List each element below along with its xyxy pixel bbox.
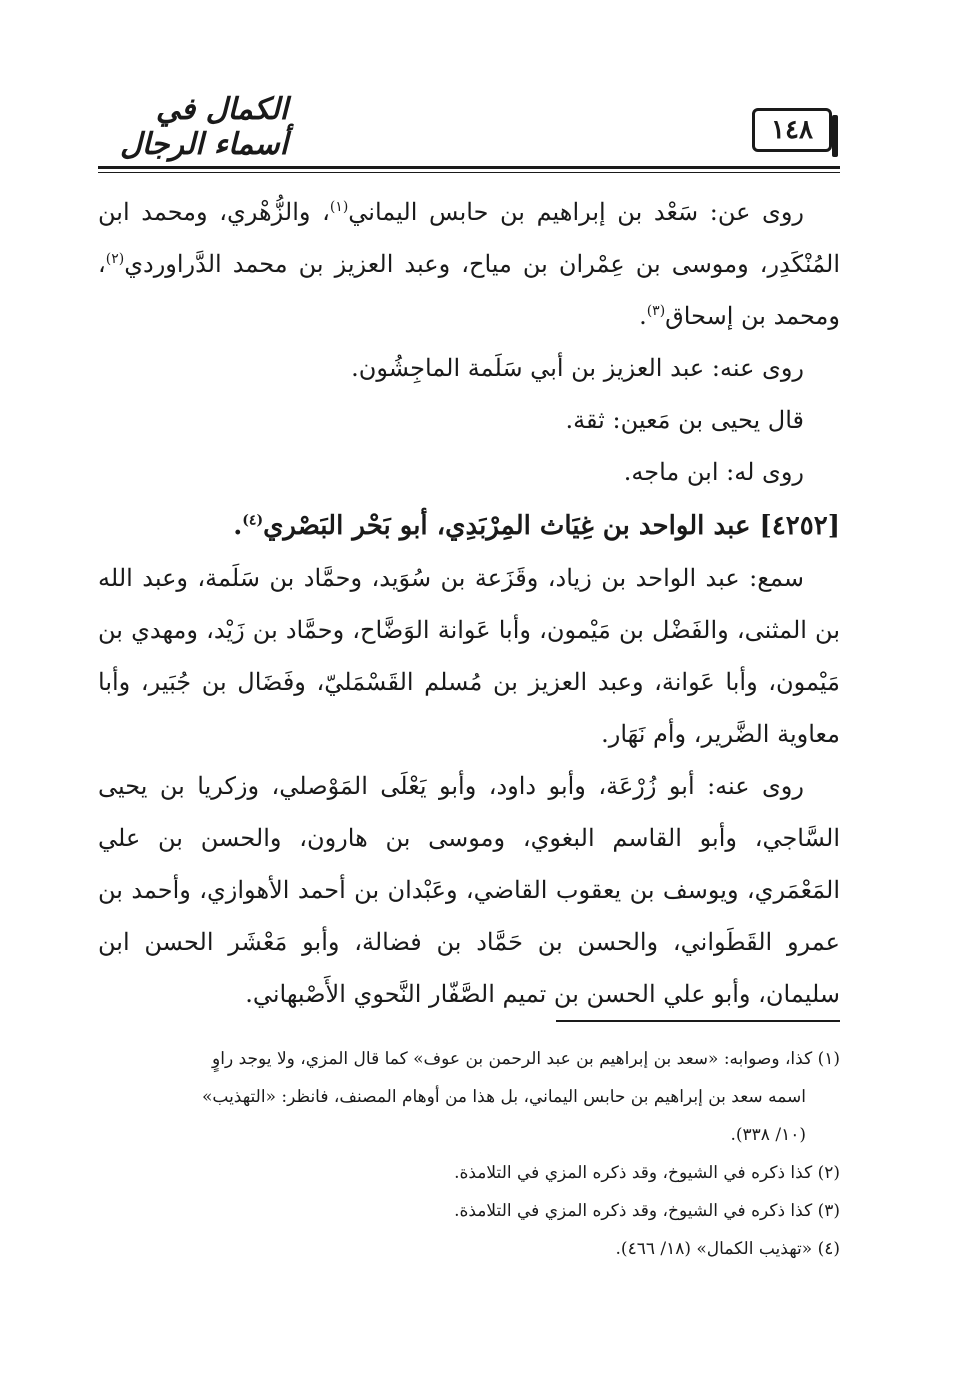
running-title: الكمال في أسماء الرجال [119,92,288,162]
header-rule-thin [98,172,840,173]
footnote-3: (٣) كذا ذكره في الشيوخ، وقد ذكره المزي في التلامذة. [454,1201,840,1221]
footnote-ref: (١) [329,199,349,215]
text-segment: . [639,302,647,330]
footnote-2: (٢) كذا ذكره في الشيوخ، وقد ذكره المزي في التلامذة. [454,1163,840,1183]
text-segment: ، والزُّهْري، ومحمد ابن المُنْكَدِر، وموسى بن عِمْران بن مياح، وعبد العزيز بن محمد الدَّراوردي [98,198,840,278]
text-segment: روى عن: سَعْد بن إبراهيم بن حابس اليماني [348,198,804,226]
footnote-1-cont: اسمه سعد بن إبراهيم بن حابس اليماني، بل هذا من أوهام المصنف، فانظر: «التهذيب» [201,1087,806,1107]
footnote-rule [556,1020,840,1022]
paragraph-narrators-from [98,186,840,342]
header-rule [98,166,840,169]
paragraph-narrated-by: روى عنه: عبد العزيز بن أبي سَلَمة الماجِشُون. [351,354,804,382]
footnote-ref: (٤) [242,512,264,529]
paragraph-heard-from: سمع: عبد الواحد بن زياد، وقَزَعة بن سُوَيد، وحمَّاد بن سَلَمة، وعبد الله بن المثنى، والفَضْل بن مَيْمون، وأبا عَوانة الوَضَّاح، وحمَّاد بن زَيْد، ومهدي بن مَيْمون، وأبا عَوانة، وعبد العزيز بن مُسلم القَسْمَليّ، وفَضَال بن جُبَير، وأبا معاوية الضَّرير، وأم نَهَار. [98,564,840,748]
page-number: ١٤٨ [752,108,832,152]
heading-text: [٤٢٥٢] عبد الواحد بن غِيَاث المِرْبَدِي، أبو بَحْر البَصْري [263,511,840,541]
heading-end: . [233,511,243,541]
footnote-ref: (٢) [105,251,125,267]
paragraph-students: روى عنه: أبو زُرْعَة، وأبو داود، وأبو يَعْلَى المَوْصلي، وزكريا بن يحيى السَّاجي، وأبو القاسم البغوي، وموسى بن هارون، والحسن بن علي المَعْمَري، ويوسف بن يعقوب القاضي، وعَبْدان بن أحمد الأهوازي، وأحمد بن عمرو القَطَواني، والحسن بن حَمَّاد بن فضالة، وأبو مَعْشَر الحسن ابن سليمان، وأبو علي الحسن بن تميم الصَّفّار النَّحوي الأَصْبهاني. [98,772,840,1008]
footnote-4: (٤) «تهذيب الكمال» (١٨/ ٤٦٦). [615,1239,840,1259]
footnote-ref: (٣) [646,303,666,319]
footnote-1-cont2: (١٠/ ٣٣٨). [730,1125,806,1145]
entry-heading [98,500,840,552]
paragraph-grading: قال يحيى بن مَعين: ثقة. [565,406,804,434]
footnote-1: (١) كذا، وصوابه: «سعد بن إبراهيم بن عبد الرحمن بن عوف» كما قال المزي، ولا يوجد راوٍ [212,1049,840,1069]
paragraph-reported-by: روى له: ابن ماجه. [623,458,804,486]
main-text [98,186,840,1020]
text-segment: ، ومحمد بن إسحاق [98,250,840,330]
footnotes [98,1040,840,1268]
